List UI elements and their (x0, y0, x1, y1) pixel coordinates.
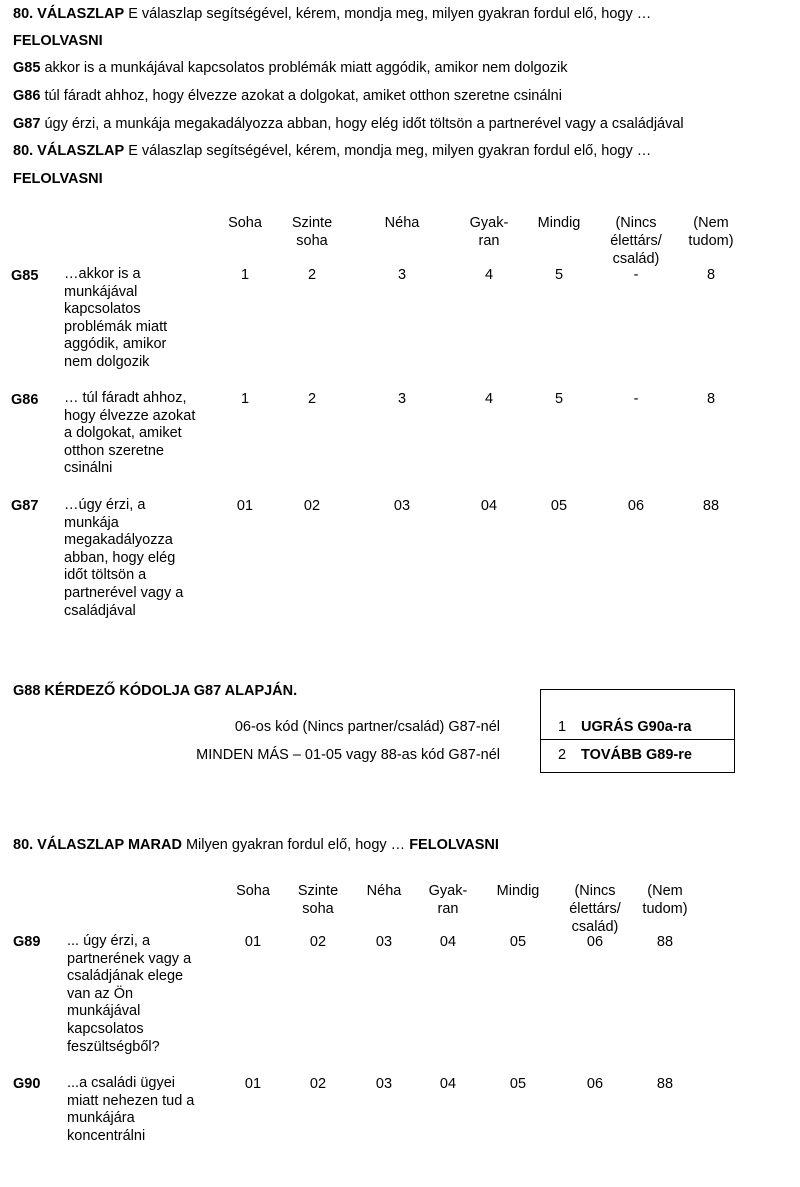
answer-code: 04 (439, 1076, 457, 1092)
intro-code: G86 (13, 88, 41, 104)
intro-code: G85 (13, 60, 41, 76)
question-id: G90 (13, 1076, 41, 1092)
answer-code: 1 (240, 391, 250, 407)
answer-code: 88 (656, 1076, 674, 1092)
answer-code: 06 (627, 498, 645, 514)
answer-code: 5 (554, 391, 564, 407)
question-text: …úgy érzi, a munkája megakadályozza abban, hogy elég időt töltsön a partnerével vagy a családjával (64, 497, 184, 619)
routing-option-action: TOVÁBB G89-re (581, 747, 692, 763)
header-soha: Soha (228, 215, 262, 231)
header-nem-tudom: (Nem tudom) (642, 883, 688, 917)
intro-code: G87 (13, 116, 41, 132)
header-gyakran: Gyak- ran (469, 215, 509, 249)
routing-option-action: UGRÁS G90a-ra (581, 719, 692, 735)
answer-code: 4 (484, 391, 494, 407)
intro-line-2: FELOLVASNI (13, 33, 103, 49)
answer-code: 02 (303, 498, 321, 514)
answer-code: 02 (309, 934, 327, 950)
g88-title: G88 KÉRDEZŐ KÓDOLJA G87 ALAPJÁN. (13, 683, 298, 699)
header-gyakran: Gyak- ran (428, 883, 468, 917)
answer-code: 8 (706, 391, 716, 407)
answer-code: 06 (586, 1076, 604, 1092)
answer-code: 1 (240, 267, 250, 283)
intro-line-6 (13, 143, 651, 159)
routing-box-bottom (540, 772, 735, 773)
answer-code: - (633, 267, 639, 283)
answer-code: 2 (307, 267, 317, 283)
header-nem-tudom: (Nem tudom) (688, 215, 734, 249)
intro-code: 80. VÁLASZLAP (13, 6, 125, 22)
answer-code: 01 (244, 1076, 262, 1092)
intro-text: úgy érzi, a munkája megakadályozza abban, hogy elég időt töltsön a partnerével vagy a családjával (40, 116, 684, 132)
question-id: G85 (11, 268, 39, 284)
answer-code: 04 (439, 934, 457, 950)
section2-text: Milyen gyakran fordul elő, hogy … (181, 837, 410, 853)
routing-box-left (540, 689, 541, 773)
answer-code: 05 (509, 934, 527, 950)
answer-code: 05 (509, 1076, 527, 1092)
intro-code: 80. VÁLASZLAP (13, 143, 125, 159)
question-text: …akkor is a munkájával kapcsolatos problémák miatt aggódik, amikor nem dolgozik (64, 266, 168, 370)
answer-code: 3 (397, 267, 407, 283)
question-id: G87 (11, 498, 39, 514)
intro-text: E válaszlap segítségével, kérem, mondja meg, milyen gyakran fordul elő, hogy … (124, 143, 652, 159)
intro-line-g87 (13, 116, 684, 132)
routing-box-divider (540, 739, 735, 740)
answer-code: 8 (706, 267, 716, 283)
routing-option-label: MINDEN MÁS – 01-05 vagy 88-as kód G87-nél (196, 747, 500, 763)
intro-line-g86 (13, 88, 562, 104)
header-neha: Néha (384, 215, 420, 231)
answer-code: 06 (586, 934, 604, 950)
routing-option-label: 06-os kód (Nincs partner/család) G87-nél (234, 719, 500, 735)
intro-line-g85 (13, 60, 568, 76)
answer-code: 05 (550, 498, 568, 514)
intro-text: akkor is a munkájával kapcsolatos problémák miatt aggódik, amikor nem dolgozik (40, 60, 568, 76)
header-szinte-soha: Szinte soha (291, 215, 333, 249)
question-id: G86 (11, 392, 39, 408)
answer-code: 04 (480, 498, 498, 514)
answer-code: 4 (484, 267, 494, 283)
answer-code: 01 (244, 934, 262, 950)
routing-option-code: 2 (558, 747, 567, 763)
answer-code: 3 (397, 391, 407, 407)
header-nincs-elettars: (Nincs élettárs/ család) (569, 883, 621, 935)
routing-option-code: 1 (558, 719, 567, 735)
question-text: ...a családi ügyei miatt nehezen tud a munkájára koncentrálni (67, 1075, 195, 1144)
answer-code: 03 (375, 934, 393, 950)
question-id: G89 (13, 934, 41, 950)
section2-tail: FELOLVASNI (409, 837, 499, 853)
answer-code: 2 (307, 391, 317, 407)
intro-line-1 (13, 6, 651, 22)
answer-code: 88 (656, 934, 674, 950)
header-nincs-elettars: (Nincs élettárs/ család) (610, 215, 662, 267)
answer-code: 02 (309, 1076, 327, 1092)
header-szinte-soha: Szinte soha (297, 883, 339, 917)
question-text: ... úgy érzi, a partnerének vagy a családjának elege van az Ön munkájával kapcsolatos feszültségből? (67, 933, 192, 1055)
question-text: … túl fáradt ahhoz, hogy élvezze azokat a dolgokat, amiket otthon szeretne csinálni (64, 390, 196, 477)
answer-code: - (633, 391, 639, 407)
intro-text: túl fáradt ahhoz, hogy élvezze azokat a dolgokat, amiket otthon szeretne csinálni (40, 88, 562, 104)
header-mindig: Mindig (537, 215, 581, 231)
answer-code: 5 (554, 267, 564, 283)
header-neha: Néha (366, 883, 402, 899)
intro-text: E válaszlap segítségével, kérem, mondja meg, milyen gyakran fordul elő, hogy … (124, 6, 652, 22)
answer-code: 03 (393, 498, 411, 514)
intro-line-7: FELOLVASNI (13, 171, 103, 187)
header-mindig: Mindig (496, 883, 540, 899)
routing-box-top (540, 689, 735, 690)
header-soha: Soha (236, 883, 270, 899)
answer-code: 03 (375, 1076, 393, 1092)
section2-heading (13, 837, 499, 853)
answer-code: 88 (702, 498, 720, 514)
answer-code: 01 (236, 498, 254, 514)
routing-box-right (734, 689, 735, 773)
section2-code: 80. VÁLASZLAP MARAD (13, 837, 182, 853)
